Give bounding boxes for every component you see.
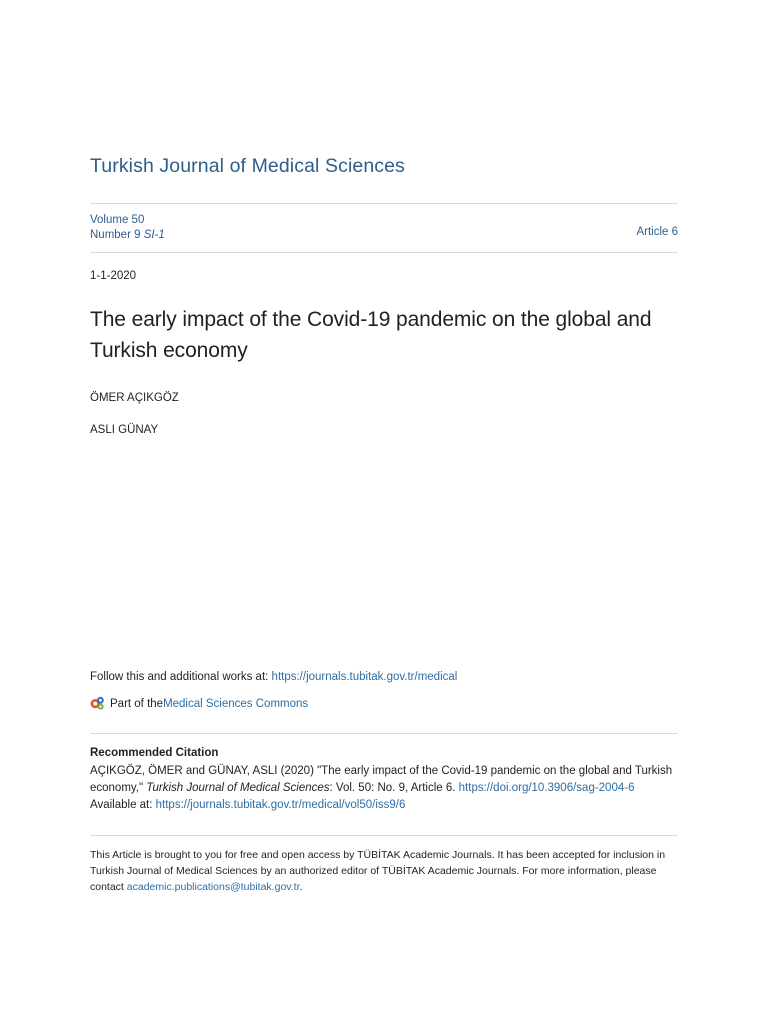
recommended-citation-heading: Recommended Citation bbox=[90, 747, 219, 760]
author-1: ÖMER AÇIKGÖZ bbox=[90, 392, 179, 405]
commons-prefix: Part of the bbox=[110, 697, 164, 710]
issue-number-si: SI-1 bbox=[143, 228, 165, 241]
blank-space bbox=[90, 436, 678, 671]
document-content bbox=[90, 0, 678, 896]
issue-number-text: Number 9 bbox=[90, 228, 144, 241]
disclaimer-part2: . bbox=[299, 880, 303, 893]
citation-part2: : Vol. 50: No. 9, Article 6. bbox=[329, 781, 459, 794]
divider-below-issue bbox=[90, 252, 678, 253]
author-2: ASLI GÜNAY bbox=[90, 424, 159, 437]
publication-date: 1-1-2020 bbox=[90, 270, 137, 283]
contact-email-link[interactable]: academic.publications@tubitak.gov.tr bbox=[126, 880, 300, 893]
available-at-link[interactable]: https://journals.tubitak.gov.tr/medical/vol50/iss9/6 bbox=[155, 798, 406, 811]
commons-link[interactable]: Medical Sciences Commons bbox=[163, 697, 309, 710]
issue-number bbox=[90, 228, 165, 242]
issue-volume: Volume 50 bbox=[90, 214, 145, 227]
issue-article-number: Article 6 bbox=[636, 226, 678, 239]
issue-info-row bbox=[90, 204, 678, 251]
citation-journal-name: Turkish Journal of Medical Sciences bbox=[146, 781, 330, 794]
follow-works-line bbox=[90, 671, 678, 683]
citation-doi-link[interactable]: https://doi.org/10.3906/sag-2004-6 bbox=[458, 781, 635, 794]
issue-volume-number bbox=[90, 213, 165, 242]
disclaimer-part1: This Article is brought to you for free and open access by TÜBİTAK Academic Journals. It has been accepted for inclusion in Turkish Journal of Medical Sciences by an authorized editor of TÜBİTAK Academic Journals. For more information, please contact bbox=[90, 849, 666, 893]
divider-above-disclaimer bbox=[90, 835, 678, 836]
page-title: The early impact of the Covid-19 pandemic on the global and Turkish economy bbox=[90, 308, 652, 363]
recommended-citation-body bbox=[90, 763, 678, 796]
available-at-line bbox=[90, 797, 678, 814]
citation-part1: AÇIKGÖZ, ÖMER and GÜNAY, ASLI (2020) "The early impact of the Covid-19 pandemic on the global and Turkish economy," bbox=[90, 765, 673, 794]
commons-row bbox=[90, 696, 678, 711]
follow-works-label: Follow this and additional works at: bbox=[90, 671, 272, 684]
disclaimer-text bbox=[90, 848, 668, 895]
divider-above-citation bbox=[90, 733, 678, 734]
follow-works-link[interactable]: https://journals.tubitak.gov.tr/medical bbox=[271, 671, 458, 684]
journal-title: Turkish Journal of Medical Sciences bbox=[90, 155, 405, 177]
open-access-icon bbox=[90, 696, 105, 711]
available-at-label: Available at: bbox=[90, 798, 156, 811]
